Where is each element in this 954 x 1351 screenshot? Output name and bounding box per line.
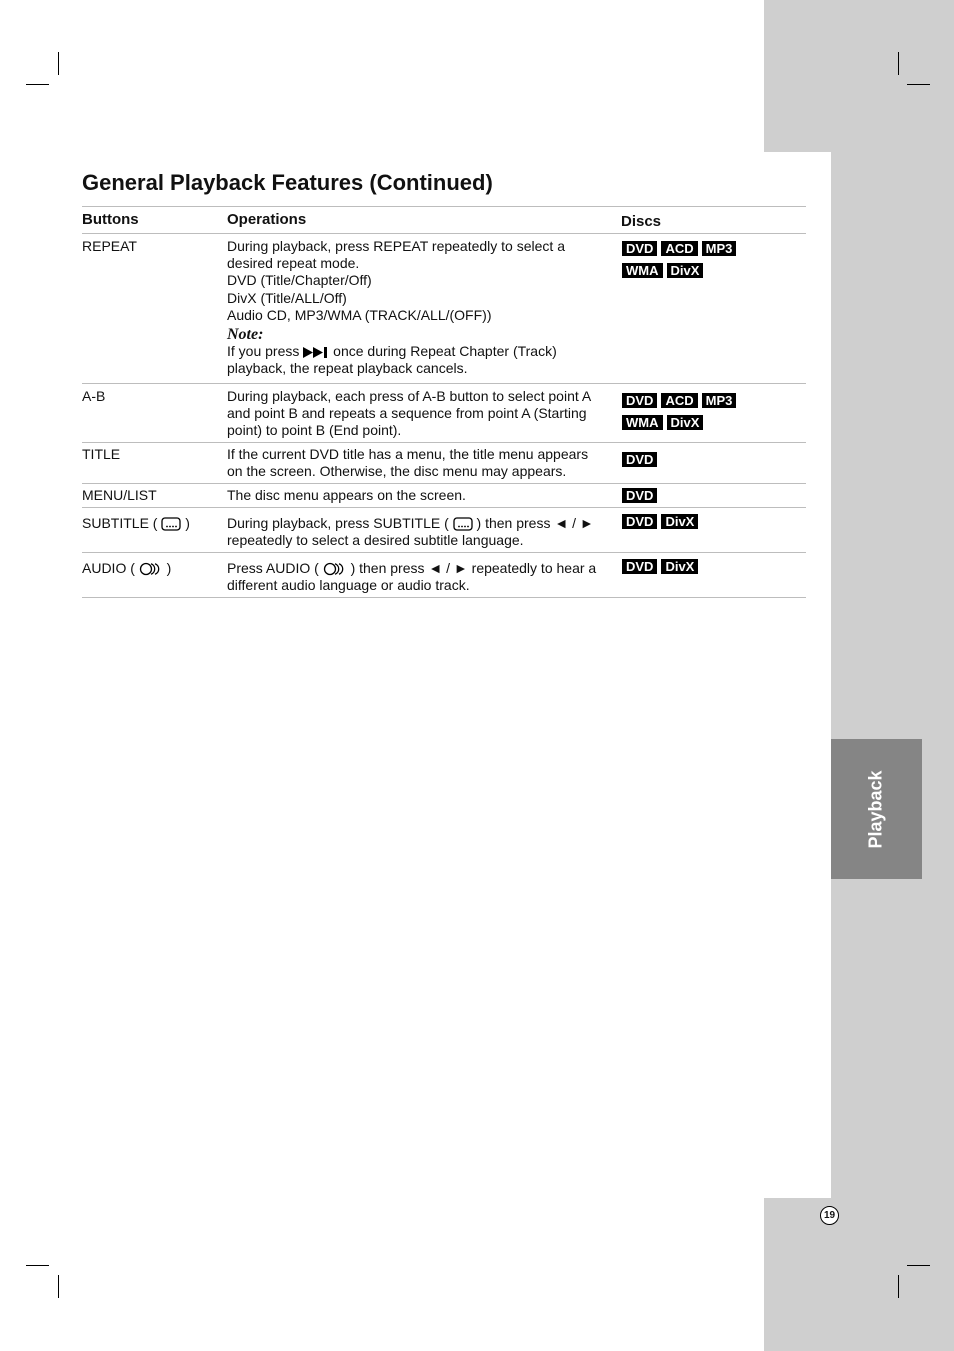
- disc-badge: DivX: [667, 415, 704, 430]
- operation-text: [227, 487, 612, 504]
- operation-line: different audio language or audio track.: [227, 577, 470, 594]
- button-name: TITLE: [82, 446, 121, 462]
- table-header: [82, 206, 806, 234]
- operation-line: repeatedly to select a desired subtitle language.: [227, 532, 524, 549]
- section-tab-label: Playback: [866, 769, 886, 849]
- disc-badge: DVD: [622, 514, 657, 529]
- crop-mark: [26, 84, 49, 85]
- operation-line: DivX (Title/ALL/Off): [227, 289, 347, 306]
- crop-mark: [907, 84, 930, 85]
- operation-line: [227, 515, 612, 532]
- operation-text: [227, 388, 612, 440]
- disc-badge: ACD: [661, 393, 697, 408]
- disc-badge: DVD: [622, 241, 657, 256]
- side-panel-top: [764, 0, 954, 152]
- operation-line: The disc menu appears on the screen.: [227, 487, 466, 503]
- operation-line: If the current DVD title has a menu, the title menu appears: [227, 446, 589, 462]
- disc-badge: DVD: [622, 559, 657, 574]
- skip-next-icon: [303, 347, 329, 358]
- header-operations: Operations: [227, 211, 307, 228]
- page-title: General Playback Features (Continued): [82, 170, 493, 195]
- operation-line: point) to point B (End point).: [227, 422, 402, 439]
- table-row: [82, 384, 806, 443]
- operation-text-part: ) then press ◄ / ►: [476, 515, 594, 531]
- disc-badges: [622, 392, 772, 436]
- button-name: MENU/LIST: [82, 487, 157, 503]
- note-line: playback, the repeat playback cancels.: [227, 360, 468, 377]
- header-discs: Discs: [621, 213, 662, 230]
- table-row: [82, 553, 806, 598]
- table-row: [82, 484, 806, 508]
- operation-text-part: Press AUDIO (: [227, 560, 319, 576]
- table-row: [82, 234, 806, 384]
- button-name-text: ): [185, 515, 190, 531]
- disc-badges: [622, 558, 772, 580]
- disc-badge: MP3: [702, 393, 737, 408]
- page-number: 19: [820, 1206, 839, 1225]
- crop-mark: [898, 52, 899, 75]
- operation-line: [227, 560, 612, 577]
- disc-badge: MP3: [702, 241, 737, 256]
- button-name: [82, 515, 190, 531]
- operation-text-part: ) then press ◄ / ► repeatedly to hear a: [350, 560, 597, 576]
- note-text: If you press: [227, 343, 300, 360]
- button-name: REPEAT: [82, 238, 137, 254]
- disc-badge: ACD: [661, 241, 697, 256]
- operation-line: Audio CD, MP3/WMA (TRACK/ALL/(OFF)): [227, 306, 492, 323]
- operation-line: During playback, each press of A-B button to select point A: [227, 388, 592, 404]
- disc-badge: WMA: [622, 263, 663, 278]
- header-buttons: Buttons: [82, 211, 139, 228]
- operation-text: [227, 560, 612, 594]
- operation-line: and point B and repeats a sequence from point A (Starting: [227, 405, 587, 422]
- disc-badge: DVD: [622, 393, 657, 408]
- table-row: [82, 508, 806, 553]
- disc-badges: [622, 487, 772, 509]
- note-line: [227, 343, 612, 360]
- operation-text: [227, 446, 612, 480]
- table-row: [82, 443, 806, 484]
- crop-mark: [898, 1275, 899, 1298]
- crop-mark: [58, 52, 59, 75]
- operation-line: DVD (Title/Chapter/Off): [227, 272, 372, 289]
- disc-badge: DivX: [661, 559, 698, 574]
- disc-badge: DivX: [667, 263, 704, 278]
- operation-text-part: During playback, press SUBTITLE (: [227, 515, 449, 531]
- features-table: [82, 206, 806, 598]
- button-name-text: AUDIO (: [82, 560, 135, 576]
- operation-line: During playback, press REPEAT repeatedly to select a: [227, 238, 565, 254]
- disc-badge: DVD: [622, 452, 657, 467]
- disc-badge: DivX: [661, 514, 698, 529]
- audio-icon: [139, 562, 163, 576]
- audio-icon: [323, 562, 347, 576]
- operation-text: [227, 238, 612, 378]
- crop-mark: [907, 1265, 930, 1266]
- button-name-text: ): [166, 560, 172, 576]
- side-panel-bottom: [764, 1198, 954, 1351]
- crop-mark: [26, 1265, 49, 1266]
- operation-text: [227, 515, 612, 549]
- button-name: [82, 560, 171, 576]
- note-text: once during Repeat Chapter (Track): [333, 343, 557, 360]
- note-label: Note:: [227, 326, 264, 344]
- crop-mark: [58, 1275, 59, 1298]
- subtitle-icon: [161, 517, 181, 531]
- operation-line: on the screen. Otherwise, the disc menu may appears.: [227, 463, 567, 480]
- button-name-text: SUBTITLE (: [82, 515, 158, 531]
- operation-line: desired repeat mode.: [227, 255, 360, 272]
- disc-badge: WMA: [622, 415, 663, 430]
- button-name: A-B: [82, 388, 106, 404]
- section-tab: [831, 739, 922, 879]
- disc-badges: [622, 451, 772, 473]
- disc-badge: DVD: [622, 488, 657, 503]
- disc-badges: [622, 240, 772, 284]
- subtitle-icon: [453, 517, 473, 531]
- disc-badges: [622, 513, 772, 535]
